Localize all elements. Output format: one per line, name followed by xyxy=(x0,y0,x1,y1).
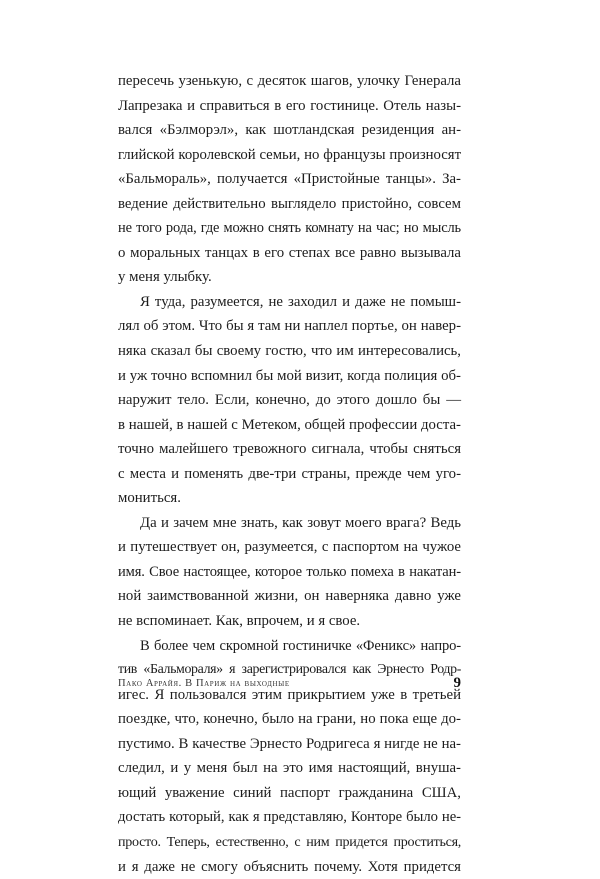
text-line: Лапрезака и справиться в его гостинице. Отель назы- xyxy=(118,94,461,119)
text-line: достать который, как я представляю, Конторе было не- xyxy=(118,805,461,830)
text-line: с места и поменять две-три страны, прежде чем уго- xyxy=(118,462,461,487)
text-line: игес. Я пользовался этим прикрытием уже в третьей xyxy=(118,683,461,708)
text-line: и уж точно вспомнил бы мой визит, когда полиция об- xyxy=(118,364,461,389)
text-line: и я даже не смогу объяснить почему. Хотя придется xyxy=(118,855,461,879)
text-line: вался «Бэлморэл», как шотландская резиденция ан- xyxy=(118,118,461,143)
paragraph xyxy=(118,511,461,634)
text-line: лял об этом. Что бы я там ни наплел портье, он навер- xyxy=(118,314,461,339)
body-text xyxy=(118,69,461,879)
text-line: ной заимствованной жизни, он наверняка давно уже xyxy=(118,584,461,609)
text-line: не того рода, где можно снять комнату на час; но мысль xyxy=(118,216,461,241)
page-number: 9 xyxy=(454,675,462,692)
running-title: Пако Аррайя. В Париж на выходные xyxy=(118,678,290,689)
text-line: Да и зачем мне знать, как зовут моего врага? Ведь xyxy=(118,511,461,536)
text-line: в нашей, в нашей с Метеком, общей профессии доста- xyxy=(118,413,461,438)
text-line: следил, и у меня был на это имя настоящий, внуша- xyxy=(118,756,461,781)
text-line: точно малейшего тревожного сигнала, чтобы сняться xyxy=(118,437,461,462)
text-line: пересечь узенькую, с десяток шагов, улочку Генерала xyxy=(118,69,461,94)
text-line: няка сказал бы своему гостю, что им интересовались, xyxy=(118,339,461,364)
text-line: мониться. xyxy=(118,486,461,511)
text-line: ведение действительно выглядело пристойно, совсем xyxy=(118,192,461,217)
text-line: Я туда, разумеется, не заходил и даже не помыш- xyxy=(118,290,461,315)
text-line: наружит тело. Если, конечно, до этого дошло бы — xyxy=(118,388,461,413)
text-line: В более чем скромной гостиничке «Феникс» напро- xyxy=(118,634,461,659)
text-line: у меня улыбку. xyxy=(118,265,461,290)
text-line: глийской королевской семьи, но французы произносят xyxy=(118,143,461,168)
text-line: и путешествует он, разумеется, с паспортом на чужое xyxy=(118,535,461,560)
page-footer xyxy=(118,676,461,696)
text-line: о моральных танцах в его степах все равно вызывала xyxy=(118,241,461,266)
text-line: пустимо. В качестве Эрнесто Родригеса я нигде не на- xyxy=(118,732,461,757)
text-line: имя. Свое настоящее, которое только помеха в накатан- xyxy=(118,560,461,585)
paragraph xyxy=(118,69,461,290)
paragraph xyxy=(118,634,461,879)
text-line: поездке, что, конечно, было на грани, но пока еще до- xyxy=(118,707,461,732)
text-line: не вспоминает. Как, впрочем, и я свое. xyxy=(118,609,461,634)
text-line: «Бальмораль», получается «Пристойные танцы». За- xyxy=(118,167,461,192)
text-line: тив «Бальмораля» я зарегистрировался как Эрнесто Родр- xyxy=(118,658,461,683)
text-line: просто. Теперь, естественно, с ним придется проститься, xyxy=(118,830,461,855)
text-line: ющий уважение синий паспорт гражданина США, xyxy=(118,781,461,806)
paragraph xyxy=(118,290,461,511)
